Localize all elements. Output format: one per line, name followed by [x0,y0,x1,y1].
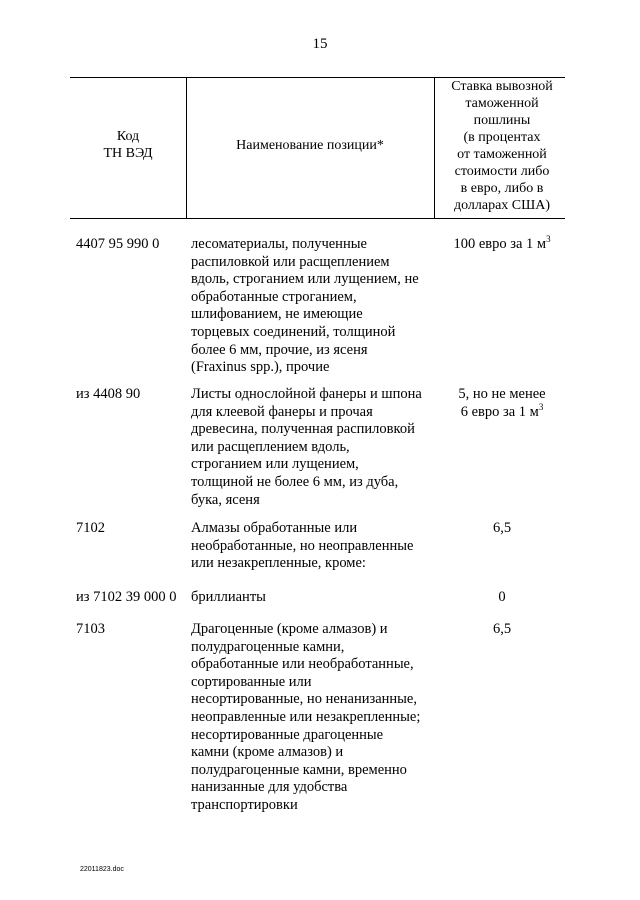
header-code: Код ТН ВЭД [103,129,153,161]
row-1-rate: 100 евро за 1 $м^3$ [453,234,551,252]
row-2-rate-sup: 3 [538,401,544,412]
row-1-rate-sup: 3 [546,234,551,245]
row-4-rate: 0 [498,589,506,605]
page-number: 15 [312,36,328,52]
row-4-name: бриллианты [191,589,266,605]
row-1-code: 4407 95 990 0 [76,236,160,252]
footer-filename: 22011823.doc [80,866,124,873]
column-divider-right [434,77,435,219]
header-name: Наименование позиции* [236,138,384,153]
row-5-code: 7103 [76,621,105,637]
row-3-rate: 6,5 [492,520,512,536]
table-header-bottom-rule [70,218,565,219]
row-5-rate: 6,5 [492,621,512,637]
row-2-rate: 5, но не менее 6 евро за 1 $м^3$ [458,386,546,420]
row-5-name: Драгоценные (кроме алмазов) и полудрагоценные камни, обработанные или необработанные, сортированные или несортированные, но ненанизанные, неоправленные или незакрепленные; несортированные драгоценные камни (кроме алмазов) и полудрагоценные камни, временно нанизанные для удобства транспортировки [191,621,421,813]
header-rate: Ставка вывозной таможенной пошлины (в процентах от таможенной стоимости либо в евро, либо в долларах США) [451,79,553,213]
row-2-code: из 4408 90 [76,386,141,402]
row-4-code: из 7102 39 000 0 [76,589,177,605]
row-2-name: Листы однослойной фанеры и шпона для клеевой фанеры и прочая древесина, полученная распиловкой или расщеплением вдоль, строганием или лущением, толщиной не более 6 мм, из дуба, бука, ясеня [191,386,422,508]
row-3-code: 7102 [76,520,105,536]
row-3-name: Алмазы обработанные или необработанные, но неоправленные или незакрепленные, кроме: [191,520,414,572]
row-1-name: лесоматериалы, полученные распиловкой или расщеплением вдоль, строганием или лущением, не обработанные строганием, шлифованием, не имеющие торцевых соединений, толщиной более 6 мм, прочие, из ясеня (Fraxinus spp.), прочие [191,236,419,376]
